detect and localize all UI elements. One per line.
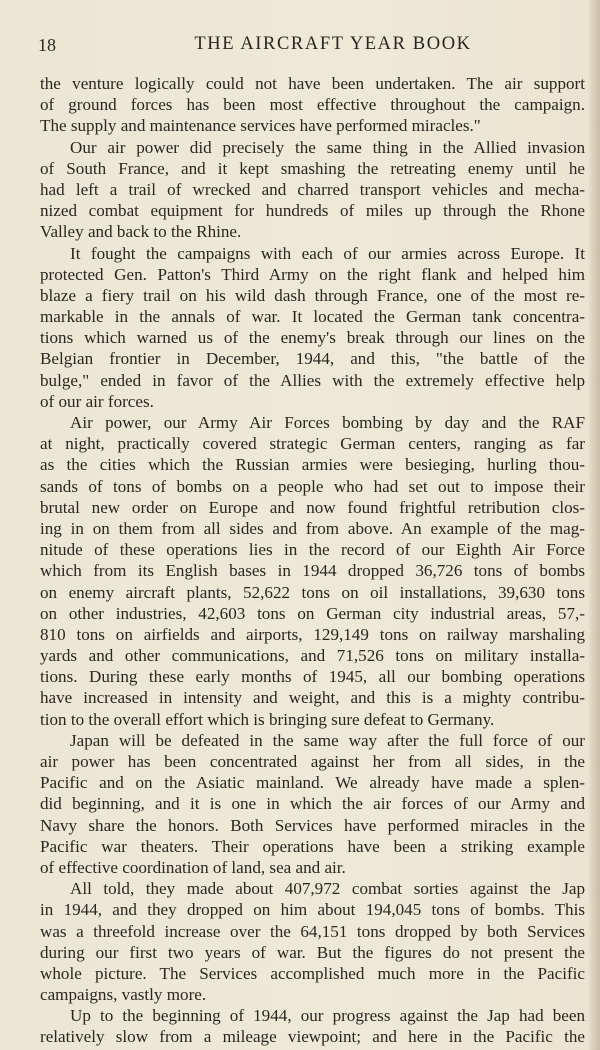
text-line: tions. During these early months of 1945, all our bombing operations [40, 667, 585, 687]
text-line: on other industries, 42,603 tons on German city industrial areas, 57,- [40, 603, 585, 623]
text-line: have increased in intensity and weight, and this is a mighty contribu- [40, 688, 585, 708]
text-line: 810 tons on airfields and airports, 129,149 tons on railway marshaling [40, 624, 585, 644]
text-line: nitude of these operations lies in the record of our Eighth Air Force [40, 540, 585, 560]
text-line: It fought the campaigns with each of our armies across Europe. It [70, 243, 585, 263]
text-line: campaigns, vastly more. [40, 985, 207, 1005]
page-edge-shadow [588, 0, 600, 1050]
text-line: Up to the beginning of 1944, our progress against the Jap had been [70, 1006, 585, 1026]
text-line: Japan will be defeated in the same way after the full force of our [70, 730, 585, 750]
text-line: the venture logically could not have been undertaken. The air support [40, 74, 585, 93]
text-line: as the cities which the Russian armies were besieging, hurling thou- [40, 455, 585, 475]
text-line: of South France, and it kept smashing the retreating enemy until he [40, 158, 585, 178]
text-line: had left a trail of wrecked and charred transport vehicles and mecha- [40, 179, 585, 199]
text-line: was a threefold increase over the 64,151 tons dropped by both Services [40, 921, 585, 941]
text-line: whole picture. The Services accomplished much more in the Pacific [40, 963, 585, 983]
text-line: bulge," ended in favor of the Allies with the extremely effective help [40, 370, 585, 390]
text-line: during our first two years of war. But the figures do not present the [40, 942, 585, 962]
text-line: blaze a fiery trail on his wild dash through France, one of the most re- [40, 285, 585, 305]
text-line: sands of tons of bombs on a people who had set out to impose their [40, 476, 585, 496]
text-line: of ground forces has been most effective throughout the campaign. [40, 95, 585, 115]
text-line: Pacific war theaters. Their operations have been a striking example [40, 836, 585, 856]
page-number: 18 [38, 35, 56, 55]
text-line: Navy share the honors. Both Services have performed miracles in the [40, 815, 585, 835]
text-line: Pacific and on the Asiatic mainland. We already have made a splen- [40, 773, 585, 793]
text-line: Belgian frontier in December, 1944, and this, "the battle of the [40, 349, 585, 369]
text-line: on enemy aircraft plants, 52,622 tons on oil installations, 39,630 tons [40, 582, 585, 602]
text-line: markable in the annals of war. It located the German tank concentra- [40, 307, 585, 327]
text-line: tions which warned us of the enemy's break through our lines on the [40, 328, 585, 348]
text-line: of effective coordination of land, sea and air. [40, 857, 346, 877]
text-line: at night, practically covered strategic German centers, ranging as far [40, 434, 585, 454]
text-line: air power has been concentrated against her from all sides, in the [40, 752, 585, 771]
text-line: All told, they made about 407,972 combat sorties against the Jap [70, 879, 585, 899]
running-head: THE AIRCRAFT YEAR BOOK [194, 34, 472, 54]
text-line: yards and other communications, and 71,526 tons on military installa- [40, 646, 585, 666]
text-line: which from its English bases in 1944 dropped 36,726 tons of bombs [40, 561, 585, 581]
text-line: The supply and maintenance services have performed miracles." [40, 116, 481, 136]
text-line: of our air forces. [40, 391, 154, 411]
text-line: tion to the overall effort which is bringing sure defeat to Germany. [40, 709, 495, 729]
text-line: nized combat equipment for hundreds of miles up through the Rhone [40, 201, 585, 221]
page-header [38, 30, 568, 60]
text-line: protected Gen. Patton's Third Army on the right flank and helped him [40, 264, 585, 284]
text-line: Valley and back to the Rhine. [40, 222, 242, 242]
text-line: Air power, our Army Air Forces bombing by day and the RAF [70, 413, 585, 432]
text-line: brutal new order on Europe and now found frightful retribution clos- [40, 497, 585, 517]
text-line: did beginning, and it is one in which the air forces of our Army and [40, 794, 585, 814]
text-line: Our air power did precisely the same thing in the Allied invasion [70, 137, 585, 157]
text-line: ing in on them from all sides and from above. An example of the mag- [40, 518, 585, 538]
text-line: in 1944, and they dropped on him about 194,045 tons of bombs. This [40, 900, 585, 920]
body-text [40, 73, 585, 1048]
text-line: relatively slow from a mileage viewpoint; and here in the Pacific the [40, 1027, 585, 1047]
